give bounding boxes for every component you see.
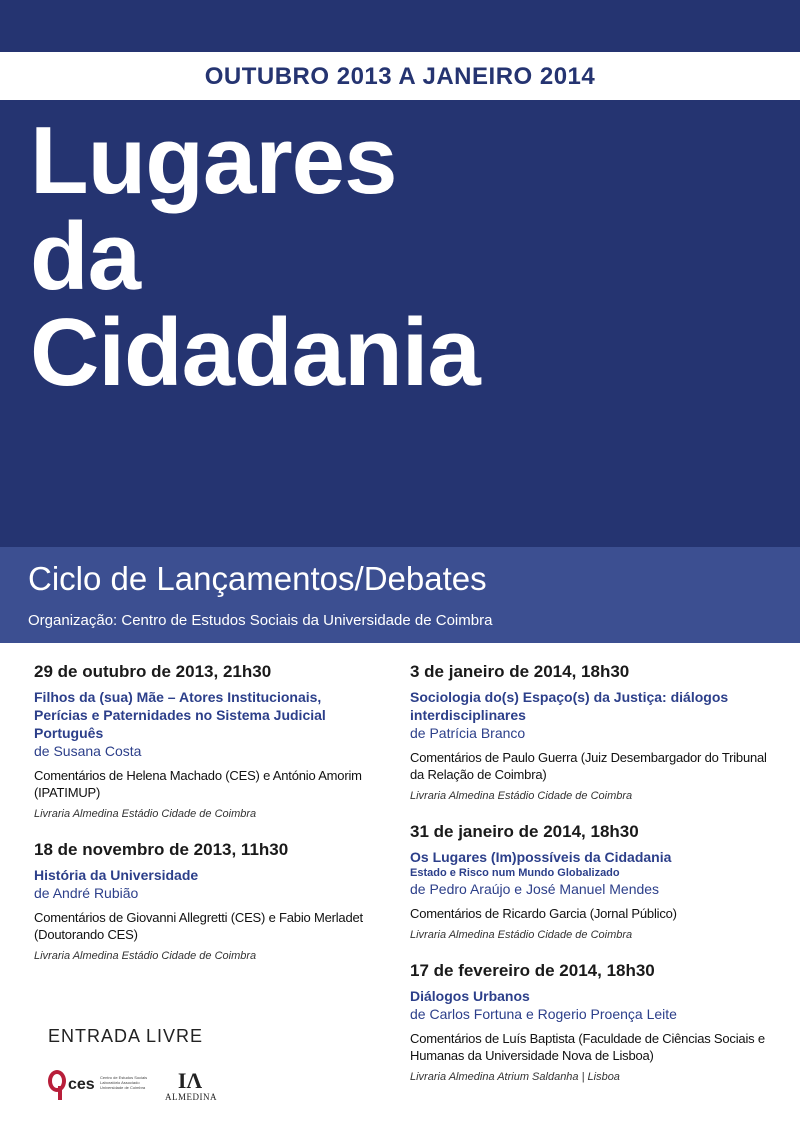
- event-item: [34, 840, 374, 962]
- event-comment: Comentários de Ricardo Garcia (Jornal Público): [410, 906, 677, 921]
- event-venue: Livraria Almedina Estádio Cidade de Coimbra: [34, 950, 257, 962]
- poster-title: [30, 107, 480, 406]
- event-date: 29 de outubro de 2013, 21h30: [34, 662, 272, 681]
- cycle-title: Ciclo de Lançamentos/Debates: [28, 560, 487, 597]
- ces-logo-small-text: Centro de Estudos Sociais Laboratório Associado Universidade de Coimbra: [100, 1075, 148, 1090]
- event-title: Diálogos Urbanos: [410, 988, 530, 1004]
- event-item: [410, 822, 780, 941]
- event-comment: Comentários de Helena Machado (CES) e António Amorim (IPATIMUP): [34, 768, 362, 800]
- free-entry-label: ENTRADA LIVRE: [48, 1026, 204, 1046]
- event-author: de André Rubião: [34, 885, 139, 901]
- event-author: de Pedro Araújo e José Manuel Mendes: [410, 881, 660, 897]
- almedina-logo: [165, 1070, 215, 1110]
- event-title: História da Universidade: [34, 867, 199, 883]
- event-author: de Susana Costa: [34, 743, 142, 759]
- event-venue: Livraria Almedina Estádio Cidade de Coimbra: [34, 808, 257, 820]
- event-venue: Livraria Almedina Atrium Saldanha | Lisboa: [410, 1071, 620, 1083]
- event-title: Filhos da (sua) Mãe – Atores Institucionais, Perícias e Paternidades no Sistema Judicial Português: [34, 689, 326, 741]
- ces-logo: [48, 1068, 158, 1108]
- ces-logo-text: ces: [68, 1076, 95, 1093]
- event-item: [410, 961, 780, 1083]
- event-date: 3 de janeiro de 2014, 18h30: [410, 662, 630, 681]
- event-author: de Carlos Fortuna e Rogerio Proença Leite: [410, 1006, 677, 1022]
- organization-line: Organização: Centro de Estudos Sociais da Universidade de Coimbra: [28, 612, 493, 629]
- event-author: de Patrícia Branco: [410, 725, 526, 741]
- event-title: Os Lugares (Im)possíveis da Cidadania: [410, 849, 672, 865]
- event-venue: Livraria Almedina Estádio Cidade de Coimbra: [410, 790, 633, 802]
- date-range: OUTUBRO 2013 A JANEIRO 2014: [204, 63, 596, 90]
- event-item: [34, 662, 374, 820]
- event-comment: Comentários de Paulo Guerra (Juiz Desembargador do Tribunal da Relação de Coimbra): [410, 750, 767, 782]
- event-date: 31 de janeiro de 2014, 18h30: [410, 822, 639, 841]
- events-left-column: [34, 662, 374, 982]
- title-line-1: Lugares: [30, 107, 397, 214]
- event-title: Sociologia do(s) Espaço(s) da Justiça: diálogos interdisciplinares: [410, 689, 729, 723]
- ces-logo-mark-icon: [48, 1070, 66, 1092]
- date-range-band: [0, 52, 800, 100]
- event-comment: Comentários de Luís Baptista (Faculdade de Ciências Sociais e Humanas da Universidade Nova de Lisboa): [410, 1031, 765, 1063]
- almedina-logo-text: ALMEDINA: [165, 1092, 217, 1102]
- event-item: [410, 662, 780, 802]
- event-date: 17 de fevereiro de 2014, 18h30: [410, 961, 655, 980]
- events-right-column: [410, 662, 780, 1103]
- top-band: [0, 0, 800, 52]
- event-venue: Livraria Almedina Estádio Cidade de Coimbra: [410, 929, 633, 941]
- almedina-mark-icon: ΙΛ: [177, 1068, 203, 1093]
- title-line-2: da: [30, 203, 141, 310]
- event-date: 18 de novembro de 2013, 11h30: [34, 840, 289, 859]
- event-subtitle: Estado e Risco num Mundo Globalizado: [410, 867, 620, 879]
- event-comment: Comentários de Giovanni Allegretti (CES) e Fabio Merladet (Doutorando CES): [34, 910, 363, 942]
- title-line-3: Cidadania: [30, 299, 480, 406]
